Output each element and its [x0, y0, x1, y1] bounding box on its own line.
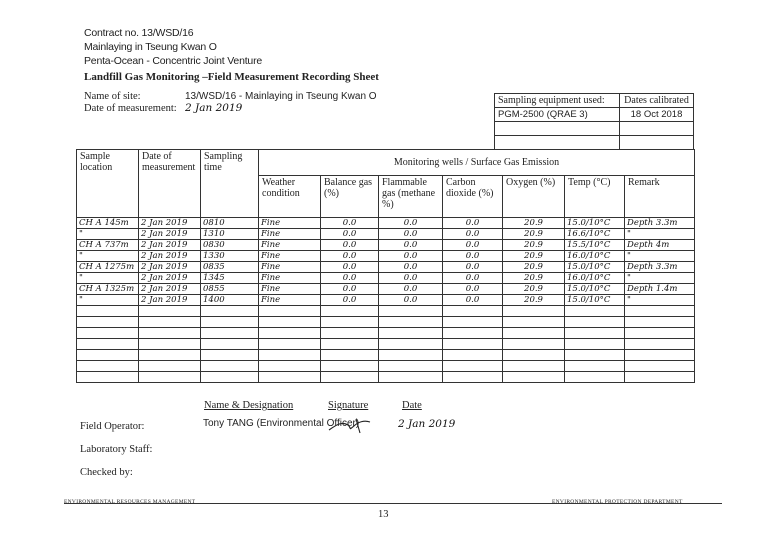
empty-cell: [503, 372, 565, 383]
empty-cell: [77, 339, 139, 350]
cell-oxygen: 20.9: [503, 273, 565, 284]
empty-cell: [443, 339, 503, 350]
empty-cell: [379, 306, 443, 317]
cell-time: 1345: [201, 273, 259, 284]
cell-co2: 0.0: [443, 273, 503, 284]
cell-oxygen: 20.9: [503, 218, 565, 229]
cell-flammable: 0.0: [379, 251, 443, 262]
empty-cell: [201, 328, 259, 339]
empty-cell: [139, 317, 201, 328]
cell-location: CH A 1325m: [77, 284, 139, 295]
cell-flammable: 0.0: [379, 295, 443, 306]
equipment-empty-cell: [495, 122, 620, 136]
calibrated-header: Dates calibrated: [620, 94, 694, 108]
equipment-empty-cell: [620, 136, 694, 150]
empty-cell: [625, 372, 695, 383]
cell-oxygen: 20.9: [503, 251, 565, 262]
empty-cell: [379, 339, 443, 350]
project-name: Mainlaying in Tseung Kwan O: [84, 41, 217, 53]
equipment-header: Sampling equipment used:: [495, 94, 620, 108]
empty-cell: [77, 372, 139, 383]
header-balance-gas: Balance gas (%): [321, 176, 379, 218]
empty-table-row: [77, 339, 695, 350]
cell-remark: Depth 3.3m: [625, 218, 695, 229]
empty-cell: [565, 339, 625, 350]
empty-cell: [503, 306, 565, 317]
cell-date: 2 Jan 2019: [139, 240, 201, 251]
site-value: 13/WSD/16 - Mainlaying in Tseung Kwan O: [185, 91, 377, 102]
cell-temp: 16.0/10°C: [565, 273, 625, 284]
calibrated-value: 18 Oct 2018: [620, 108, 694, 122]
empty-cell: [139, 350, 201, 361]
cell-co2: 0.0: [443, 240, 503, 251]
empty-cell: [503, 317, 565, 328]
empty-cell: [443, 317, 503, 328]
cell-flammable: 0.0: [379, 262, 443, 273]
cell-time: 1400: [201, 295, 259, 306]
table-row: [77, 218, 695, 229]
cell-date: 2 Jan 2019: [139, 251, 201, 262]
empty-cell: [625, 328, 695, 339]
table-row: [77, 240, 695, 251]
cell-date: 2 Jan 2019: [139, 262, 201, 273]
empty-cell: [77, 306, 139, 317]
table-row: [77, 251, 695, 262]
cell-temp: 15.0/10°C: [565, 295, 625, 306]
empty-cell: [77, 350, 139, 361]
cell-flammable: 0.0: [379, 273, 443, 284]
empty-cell: [321, 339, 379, 350]
cell-temp: 15.0/10°C: [565, 262, 625, 273]
cell-flammable: 0.0: [379, 218, 443, 229]
cell-date: 2 Jan 2019: [139, 218, 201, 229]
empty-cell: [139, 328, 201, 339]
footer-left: ENVIRONMENTAL RESOURCES MANAGEMENT: [64, 499, 196, 505]
empty-cell: [443, 372, 503, 383]
cell-location: ": [77, 273, 139, 284]
cell-weather: Fine: [259, 284, 321, 295]
cell-remark: Depth 3.3m: [625, 262, 695, 273]
header-temp: Temp (°C): [565, 176, 625, 218]
table-row: [77, 284, 695, 295]
empty-cell: [259, 328, 321, 339]
cell-location: CH A 1275m: [77, 262, 139, 273]
empty-cell: [379, 317, 443, 328]
table-row: [77, 273, 695, 284]
page-number: 13: [378, 509, 389, 520]
cell-balance: 0.0: [321, 295, 379, 306]
empty-cell: [503, 328, 565, 339]
empty-cell: [201, 306, 259, 317]
empty-table-row: [77, 350, 695, 361]
cell-remark: ": [625, 229, 695, 240]
table-row: [77, 229, 695, 240]
cell-location: CH A 145m: [77, 218, 139, 229]
cell-temp: 16.6/10°C: [565, 229, 625, 240]
cell-remark: Depth 1.4m: [625, 284, 695, 295]
empty-cell: [259, 339, 321, 350]
cell-co2: 0.0: [443, 284, 503, 295]
empty-cell: [625, 350, 695, 361]
empty-table-row: [77, 361, 695, 372]
contractor-name: Penta-Ocean - Concentric Joint Venture: [84, 55, 263, 67]
empty-cell: [565, 317, 625, 328]
cell-remark: ": [625, 273, 695, 284]
cell-balance: 0.0: [321, 284, 379, 295]
empty-cell: [259, 372, 321, 383]
empty-cell: [321, 328, 379, 339]
cell-co2: 0.0: [443, 262, 503, 273]
empty-cell: [77, 317, 139, 328]
empty-cell: [77, 328, 139, 339]
cell-time: 0855: [201, 284, 259, 295]
empty-cell: [565, 372, 625, 383]
empty-cell: [443, 361, 503, 372]
empty-cell: [201, 317, 259, 328]
name-designation-header: Name & Designation: [204, 400, 294, 411]
empty-cell: [379, 372, 443, 383]
cell-weather: Fine: [259, 218, 321, 229]
cell-date: 2 Jan 2019: [139, 284, 201, 295]
empty-cell: [443, 328, 503, 339]
site-label: Name of site:: [84, 91, 141, 102]
field-operator-name: Tony TANG (Environmental Officer): [203, 418, 360, 429]
cell-flammable: 0.0: [379, 240, 443, 251]
contract-no: Contract no. 13/WSD/16: [84, 27, 194, 39]
header-oxygen: Oxygen (%): [503, 176, 565, 218]
signature-mark: [326, 413, 374, 435]
cell-oxygen: 20.9: [503, 229, 565, 240]
cell-balance: 0.0: [321, 251, 379, 262]
empty-cell: [321, 317, 379, 328]
empty-cell: [201, 372, 259, 383]
cell-balance: 0.0: [321, 273, 379, 284]
empty-cell: [503, 350, 565, 361]
cell-remark: Depth 4m: [625, 240, 695, 251]
cell-date: 2 Jan 2019: [139, 295, 201, 306]
empty-cell: [321, 306, 379, 317]
cell-time: 1310: [201, 229, 259, 240]
cell-co2: 0.0: [443, 218, 503, 229]
equipment-empty-cell: [495, 136, 620, 150]
header-carbon-dioxide: Carbon dioxide (%): [443, 176, 503, 218]
cell-remark: ": [625, 251, 695, 262]
empty-cell: [201, 339, 259, 350]
cell-co2: 0.0: [443, 251, 503, 262]
empty-cell: [503, 361, 565, 372]
laboratory-staff-label: Laboratory Staff:: [80, 444, 153, 455]
empty-cell: [443, 306, 503, 317]
empty-table-row: [77, 306, 695, 317]
cell-weather: Fine: [259, 262, 321, 273]
cell-flammable: 0.0: [379, 229, 443, 240]
cell-time: 0810: [201, 218, 259, 229]
cell-date: 2 Jan 2019: [139, 229, 201, 240]
cell-location: ": [77, 251, 139, 262]
empty-cell: [565, 361, 625, 372]
cell-oxygen: 20.9: [503, 295, 565, 306]
cell-time: 1330: [201, 251, 259, 262]
empty-cell: [565, 350, 625, 361]
equipment-value: PGM-2500 (QRAE 3): [495, 108, 620, 122]
cell-location: ": [77, 229, 139, 240]
empty-cell: [139, 306, 201, 317]
field-operator-label: Field Operator:: [80, 421, 145, 432]
empty-table-row: [77, 317, 695, 328]
cell-oxygen: 20.9: [503, 240, 565, 251]
cell-co2: 0.0: [443, 229, 503, 240]
empty-cell: [259, 306, 321, 317]
date-label: Date of measurement:: [84, 103, 177, 114]
checked-by-label: Checked by:: [80, 467, 133, 478]
empty-cell: [77, 361, 139, 372]
empty-cell: [321, 350, 379, 361]
cell-oxygen: 20.9: [503, 284, 565, 295]
empty-cell: [259, 361, 321, 372]
header-weather: Weather condition: [259, 176, 321, 218]
measurement-table: [76, 149, 695, 383]
field-operator-date: 2 Jan 2019: [398, 418, 456, 430]
empty-cell: [201, 350, 259, 361]
cell-flammable: 0.0: [379, 284, 443, 295]
table-row: [77, 262, 695, 273]
empty-cell: [379, 361, 443, 372]
cell-location: CH A 737m: [77, 240, 139, 251]
cell-oxygen: 20.9: [503, 262, 565, 273]
cell-weather: Fine: [259, 273, 321, 284]
header-flammable-gas: Flammable gas (methane %): [379, 176, 443, 218]
empty-cell: [139, 372, 201, 383]
empty-cell: [321, 372, 379, 383]
cell-co2: 0.0: [443, 295, 503, 306]
date-value: 2 Jan 2019: [185, 102, 243, 114]
equipment-table: [494, 93, 694, 150]
cell-temp: 15.0/10°C: [565, 218, 625, 229]
empty-cell: [625, 317, 695, 328]
cell-temp: 15.5/10°C: [565, 240, 625, 251]
empty-cell: [379, 328, 443, 339]
footer-right: ENVIRONMENTAL PROTECTION DEPARTMENT: [552, 499, 683, 505]
header-date: Date of measurement: [139, 150, 201, 218]
sheet-title: Landfill Gas Monitoring –Field Measurement Recording Sheet: [84, 71, 379, 83]
empty-cell: [139, 339, 201, 350]
cell-time: 0830: [201, 240, 259, 251]
empty-cell: [443, 350, 503, 361]
signature-header: Signature: [328, 400, 369, 411]
cell-balance: 0.0: [321, 240, 379, 251]
cell-balance: 0.0: [321, 262, 379, 273]
header-sampling-time: Sampling time: [201, 150, 259, 218]
cell-location: ": [77, 295, 139, 306]
header-remark: Remark: [625, 176, 695, 218]
cell-weather: Fine: [259, 251, 321, 262]
cell-weather: Fine: [259, 229, 321, 240]
empty-cell: [259, 317, 321, 328]
cell-balance: 0.0: [321, 229, 379, 240]
cell-remark: ": [625, 295, 695, 306]
cell-date: 2 Jan 2019: [139, 273, 201, 284]
header-sample-location: Sample location: [77, 150, 139, 218]
cell-temp: 15.0/10°C: [565, 284, 625, 295]
empty-cell: [503, 339, 565, 350]
empty-cell: [625, 361, 695, 372]
empty-cell: [139, 361, 201, 372]
cell-weather: Fine: [259, 240, 321, 251]
empty-table-row: [77, 372, 695, 383]
cell-temp: 16.0/10°C: [565, 251, 625, 262]
empty-cell: [259, 350, 321, 361]
table-row: [77, 295, 695, 306]
empty-cell: [379, 350, 443, 361]
empty-cell: [201, 361, 259, 372]
cell-time: 0835: [201, 262, 259, 273]
empty-cell: [565, 328, 625, 339]
equipment-empty-cell: [620, 122, 694, 136]
empty-cell: [625, 306, 695, 317]
empty-cell: [321, 361, 379, 372]
cell-balance: 0.0: [321, 218, 379, 229]
empty-cell: [625, 339, 695, 350]
header-monitoring-group: Monitoring wells / Surface Gas Emission: [259, 150, 695, 176]
empty-table-row: [77, 328, 695, 339]
empty-cell: [565, 306, 625, 317]
cell-weather: Fine: [259, 295, 321, 306]
date-header: Date: [402, 400, 422, 411]
